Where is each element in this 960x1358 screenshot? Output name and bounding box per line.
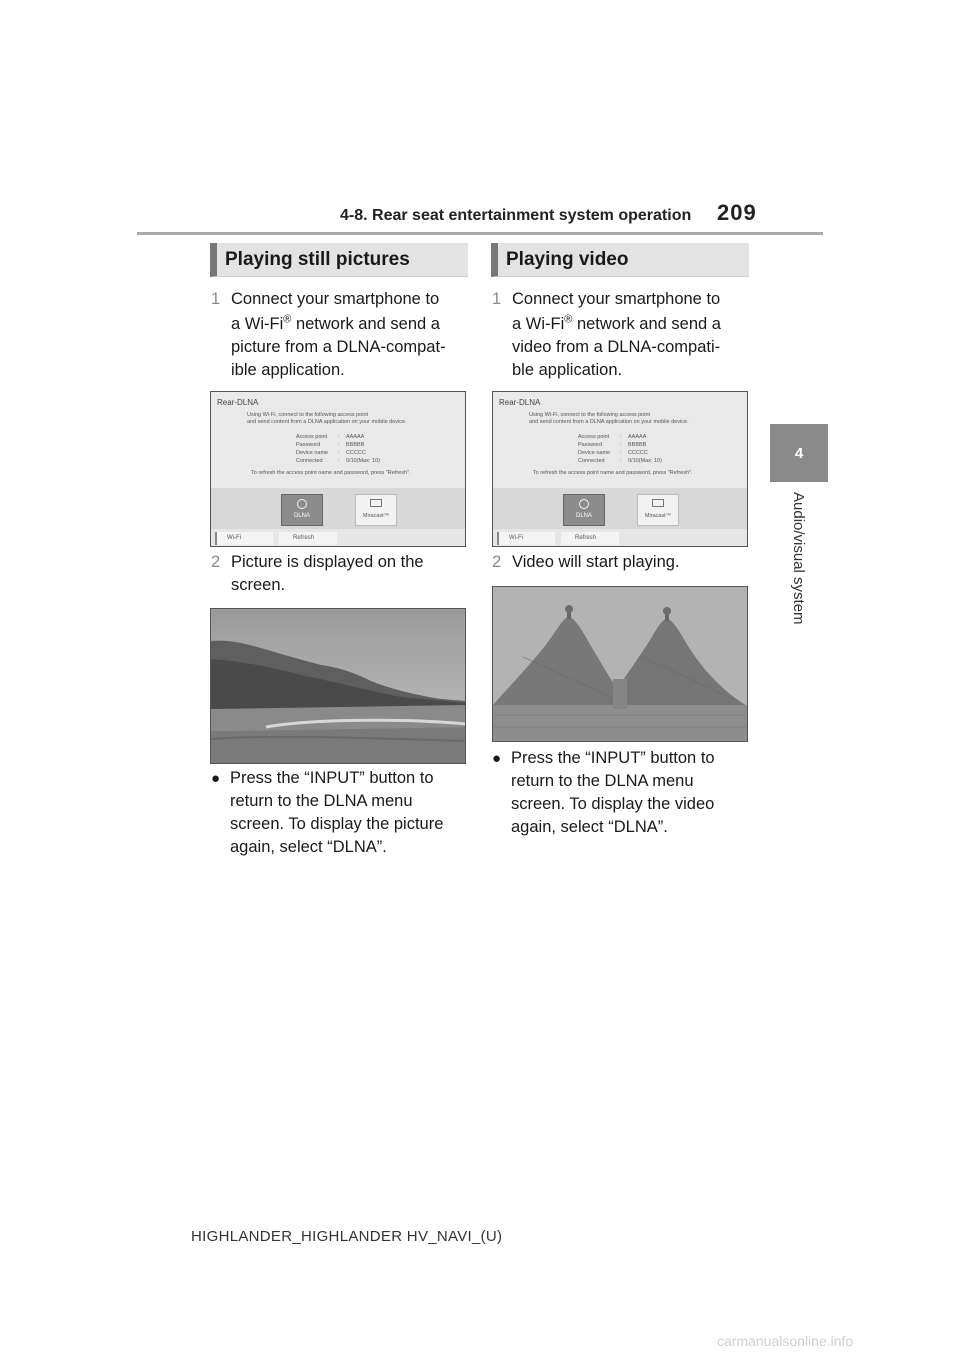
bullet-line: Press the “INPUT” button to [511,749,715,767]
screen-row [296,450,366,456]
row-val: 0/10(Max: 10) [346,458,380,464]
bullet-line: again, select “DLNA”. [511,818,668,836]
row-val: CCCCC [628,450,648,456]
step-number: 1 [492,290,502,308]
miracast-label: Miracast™ [644,513,672,519]
registered-mark: ® [564,313,573,326]
trulli-photo [492,586,748,742]
watermark: carmanualsonline.info [717,1333,854,1349]
dlna-label: DLNA [575,513,592,519]
screen-row [578,450,648,456]
screen-message [529,412,689,426]
miracast-button [637,494,679,526]
row-sep: : [338,434,340,440]
step-line: video from a DLNA-compati- [512,338,721,356]
screen-title: Rear-DLNA [499,398,541,407]
page-number: 209 [717,200,757,225]
step-line: Connect your smartphone to [512,290,721,308]
bullet-line: screen. To display the video [511,795,715,813]
heading-still-pictures [210,243,468,277]
row-val: BBBBB [346,442,365,448]
miracast-button [355,494,397,526]
msg-line: and send content from a DLNA application on your mobile device. [529,419,689,425]
row-val: AAAAA [628,434,647,440]
step-number: 2 [211,553,221,571]
row-key: Connected [578,458,605,464]
row-sep: : [338,450,340,456]
coastline-photo [210,608,466,764]
step-line [231,313,467,336]
registered-mark: ® [283,313,292,326]
msg-line: Using Wi-Fi, connect to the following access point [247,412,369,418]
heading-text: Playing video [506,249,629,270]
row-val: 0/10(Max: 10) [628,458,662,464]
step-line: ible application. [231,361,345,379]
row-sep: : [338,442,340,448]
wifi-button: Wi-Fi [497,532,555,545]
heading-text: Playing still pictures [225,249,410,270]
dlna-icon [579,499,589,509]
miracast-icon [652,499,664,507]
refresh-button: Refresh [561,532,619,545]
wifi-button: Wi-Fi [215,532,273,545]
step-text [231,288,467,382]
row-sep: : [620,450,622,456]
row-val: CCCCC [346,450,366,456]
text-span: network and send a [572,315,721,333]
bullet-text [230,767,470,859]
step-line: screen. [231,576,286,594]
step-text [512,551,748,574]
row-val: AAAAA [346,434,365,440]
screen-row [578,458,662,464]
row-sep: : [620,442,622,448]
step-line: ble application. [512,361,623,379]
screen-title: Rear-DLNA [217,398,259,407]
step-number: 2 [492,553,502,571]
text-span: a Wi-Fi [231,315,284,333]
header-rule [137,232,823,235]
chapter-number: 4 [794,444,804,462]
msg-line: and send content from a DLNA application on your mobile device. [247,419,407,425]
row-sep: : [620,434,622,440]
screen-row [578,442,646,448]
chapter-side-label [771,492,827,652]
heading-video [491,243,749,277]
row-val: BBBBB [628,442,647,448]
row-key: Device name [578,450,611,456]
bullet-icon: ● [492,750,502,767]
bullet-icon: ● [211,770,221,787]
miracast-label: Miracast™ [362,513,390,519]
step-number: 1 [211,290,221,308]
bullet-line: screen. To display the picture [230,815,444,833]
step-line: picture from a DLNA-compat- [231,338,446,356]
step-line: Connect your smartphone to [231,290,440,308]
row-key: Device name [296,450,329,456]
refresh-button: Refresh [279,532,337,545]
dlna-button [563,494,605,526]
row-sep: : [338,458,340,464]
bullet-line: Press the “INPUT” button to [230,769,434,787]
screen-note: To refresh the access point name and password, press "Refresh". [251,470,411,476]
step-text [512,288,748,382]
dlna-button [281,494,323,526]
text-span: a Wi-Fi [512,315,565,333]
chapter-label: Audio/visual system [790,492,807,625]
dlna-screen-image [492,391,748,547]
step-text [231,551,467,597]
coastline-illustration [211,609,466,764]
row-key: Connected [296,458,323,464]
row-key: Password [296,442,321,448]
step-line: Video will start playing. [512,553,680,571]
step-line: Picture is displayed on the [231,553,424,571]
msg-line: Using Wi-Fi, connect to the following access point [529,412,651,418]
bullet-line: again, select “DLNA”. [230,838,387,856]
bullet-line: return to the DLNA menu [230,792,413,810]
footer-model: HIGHLANDER_HIGHLANDER HV_NAVI_(U) [191,1228,503,1245]
dlna-icon [297,499,307,509]
screen-row [296,434,364,440]
screen-note: To refresh the access point name and password, press "Refresh". [533,470,693,476]
miracast-icon [370,499,382,507]
trulli-illustration [493,587,748,742]
dlna-label: DLNA [293,513,310,519]
row-sep: : [620,458,622,464]
row-key: Access point [296,434,328,440]
screen-row [578,434,646,440]
screen-row [296,458,380,464]
step-line [512,313,748,336]
row-key: Access point [578,434,610,440]
section-title: 4-8. Rear seat entertainment system operation [340,207,692,224]
screen-message [247,412,407,426]
bullet-text [511,747,751,839]
screen-row [296,442,364,448]
dlna-screen-image [210,391,466,547]
text-span: network and send a [291,315,440,333]
bullet-line: return to the DLNA menu [511,772,694,790]
chapter-tab [770,424,828,482]
row-key: Password [578,442,603,448]
